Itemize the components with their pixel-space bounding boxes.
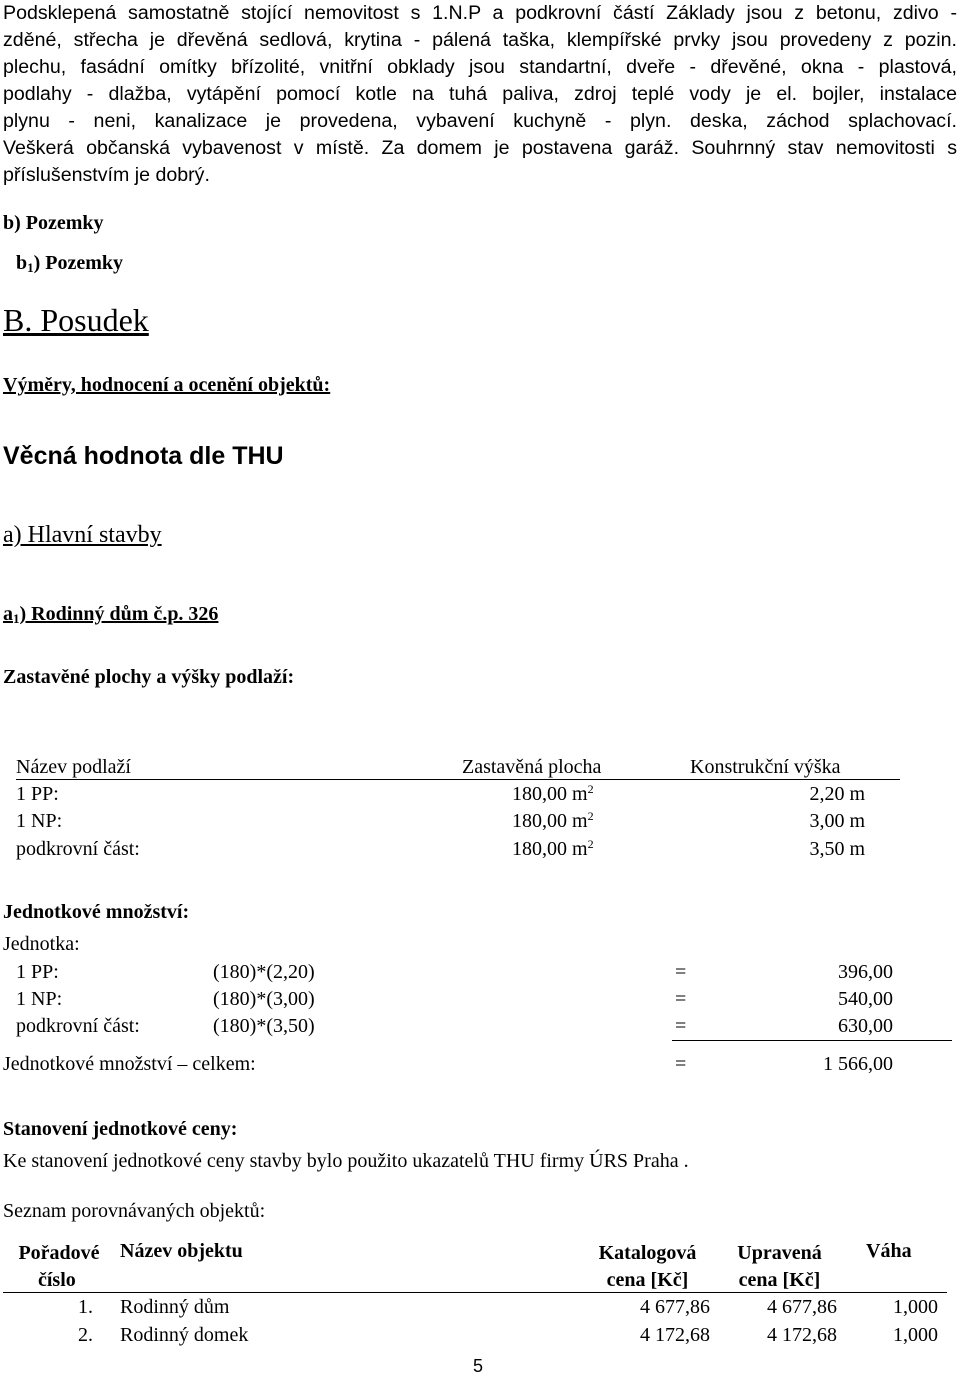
compare-header-catalog: Katalogová cena [Kč] — [598, 1242, 697, 1291]
unit-name: 1 NP: — [16, 988, 63, 1010]
intro-line: zděné, střecha je dřevěná sedlová, krytina - pálená taška, klempířské prvky jsou provedeny z pozin. — [3, 29, 957, 51]
floor-name: 1 PP: — [16, 783, 59, 805]
floor-name: podkrovní část: — [16, 838, 140, 860]
floors-header-area: Zastavěná plocha — [462, 756, 602, 778]
floors-header-rule — [16, 779, 900, 780]
compare-weight: 1,000 — [893, 1324, 938, 1346]
compare-adjusted: 4 677,86 — [767, 1296, 837, 1318]
floors-header-height: Konstrukční výška — [690, 756, 841, 778]
floors-header-name: Název podlaží — [16, 756, 131, 778]
compare-adjusted: 4 172,68 — [767, 1324, 837, 1346]
unit-equals: = — [675, 988, 687, 1010]
unit-equals: = — [675, 1015, 687, 1037]
floor-height: 3,00 m — [809, 810, 865, 832]
units-title: Jednotkové množství: — [3, 901, 190, 923]
intro-line: Podsklepená samostatně stojící nemovitost s 1.N.P a podkrovní částí Základy jsou z betonu, zdivo - — [3, 2, 957, 24]
units-total-equals: = — [675, 1053, 687, 1075]
unit-value: 630,00 — [838, 1015, 893, 1037]
heading-rodinny-dum: $a_1$) Rodinný dům č.p. 326 — [3, 603, 219, 626]
compare-header-weight: Váha — [866, 1240, 912, 1262]
compare-title: Seznam porovnávaných objektů: — [3, 1200, 266, 1222]
unit-formula: (180)*(2,20) — [213, 961, 315, 983]
floor-height: 3,50 m — [809, 838, 865, 860]
heading-pozemky-sub: $b_1$) Pozemky — [16, 252, 124, 275]
unit-formula: (180)*(3,00) — [213, 988, 315, 1010]
heading-vecna-hodnota: Věcná hodnota dle THU — [3, 442, 284, 470]
compare-no: 1. — [78, 1296, 93, 1318]
compare-name: Rodinný dům — [120, 1296, 230, 1318]
heading-posudek: B. Posudek — [3, 302, 149, 338]
compare-catalog: 4 677,86 — [640, 1296, 710, 1318]
compare-weight: 1,000 — [893, 1296, 938, 1318]
page-number: 5 — [473, 1356, 484, 1376]
compare-header-adjusted: Upravená cena [Kč] — [737, 1242, 822, 1291]
unit-formula: (180)*(3,50) — [213, 1015, 315, 1037]
units-total-label: Jednotkové množství – celkem: — [3, 1053, 256, 1075]
floor-height: 2,20 m — [809, 783, 865, 805]
unit-equals: = — [675, 961, 687, 983]
heading-hlavni-stavby: a) Hlavní stavby — [3, 522, 162, 548]
floor-area: 180,00 $m^2$ — [512, 809, 594, 832]
unit-value: 540,00 — [838, 988, 893, 1010]
units-sum-rule — [672, 1040, 952, 1041]
compare-no: 2. — [78, 1324, 93, 1346]
intro-line: plechu, fasádní omítky břízolité, vnitřní obklady jsou standartní, dveře - dřevěné, okna - plastová, — [3, 56, 957, 78]
compare-header-order: Pořadové číslo — [18, 1242, 100, 1291]
unit-value: 396,00 — [838, 961, 893, 983]
price-text: Ke stanovení jednotkové ceny stavby bylo použito ukazatelů THU firmy ÚRS Praha . — [3, 1150, 689, 1172]
intro-line: Veškerá občanská vybavenost v místě. Za domem je postavena garáž. Souhrnný stav nemovitosti s — [3, 137, 957, 159]
compare-name: Rodinný domek — [120, 1324, 249, 1346]
unit-name: 1 PP: — [16, 961, 59, 983]
heading-vymery: Výměry, hodnocení a ocenění objektů: — [3, 374, 331, 396]
intro-line: podlahy - dlažba, vytápění pomocí kotle na tuhá paliva, zdroj teplé vody je el. bojler, instalace — [3, 83, 957, 105]
compare-header-name: Název objektu — [120, 1240, 243, 1262]
unit-name: podkrovní část: — [16, 1015, 140, 1037]
compare-catalog: 4 172,68 — [640, 1324, 710, 1346]
intro-line: příslušenstvím je dobrý. — [3, 164, 210, 186]
heading-zastavene-plochy: Zastavěné plochy a výšky podlaží: — [3, 666, 295, 688]
heading-pozemky: b) Pozemky — [3, 212, 104, 234]
intro-paragraph — [3, 0, 957, 189]
price-title: Stanovení jednotkové ceny: — [3, 1118, 238, 1140]
units-total-value: 1 566,00 — [823, 1053, 893, 1075]
floor-name: 1 NP: — [16, 810, 63, 832]
units-label: Jednotka: — [3, 933, 80, 955]
intro-line: plynu - neni, kanalizace je provedena, vybavení kuchyně - plyn. deska, záchod splachovací. — [3, 110, 957, 132]
compare-header-rule — [3, 1292, 947, 1293]
floor-area: 180,00 $m^2$ — [512, 837, 594, 860]
floor-area: 180,00 $m^2$ — [512, 782, 594, 805]
